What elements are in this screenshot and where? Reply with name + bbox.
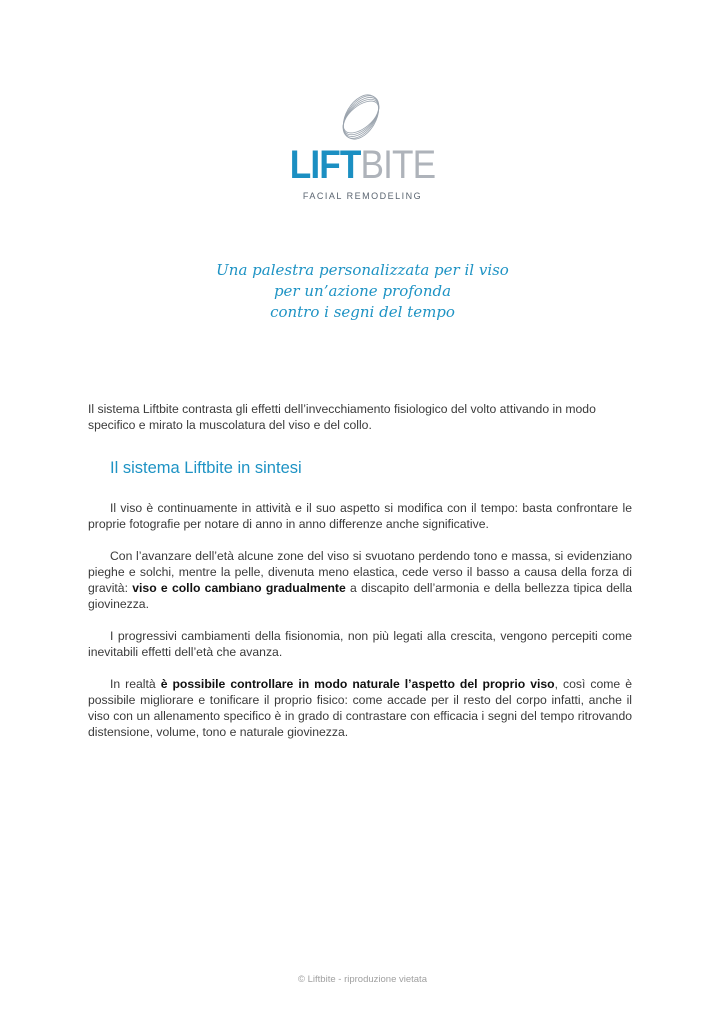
section-heading: Il sistema Liftbite in sintesi bbox=[110, 459, 302, 477]
body-text bbox=[88, 500, 632, 756]
paragraph bbox=[88, 628, 632, 660]
brand-subtitle: FACIAL REMODELING bbox=[302, 191, 423, 201]
paragraph bbox=[88, 548, 632, 612]
paragraph bbox=[88, 500, 632, 532]
intro-text: Il sistema Liftbite contrasta gli effetti dell’invecchiamento fisiologico del volto attivando in modo specifico e mirato la muscolatura del viso e del collo. bbox=[88, 402, 596, 432]
tagline-line: Una palestra personalizzata per il viso bbox=[216, 261, 509, 279]
footer-copyright: © Liftbite - riproduzione vietata bbox=[298, 974, 427, 985]
paragraph-text: , così come è possibile migliorare e tonificare il proprio fisico: come accade per il resto del corpo infatti, anche il viso con un allenamento specifico è in grado di contrastare con efficacia i segni del tempo ritrovando distensione, volume, tono e naturale giovinezza. bbox=[88, 677, 632, 739]
paragraph-text: a discapito dell’armonia e della bellezza tipica della giovinezza. bbox=[88, 581, 632, 611]
tagline-line: contro i segni del tempo bbox=[270, 303, 455, 321]
paragraph-text: Con l’avanzare dell’età alcune zone del viso si svuotano perdendo tono e massa, si evidenziano pieghe e solchi, mentre la pelle, divenuta meno elastica, cede verso il basso a causa della forza di gravità: bbox=[88, 549, 632, 595]
interlocking-ellipses-icon bbox=[334, 90, 388, 144]
paragraph-text: Il viso è continuamente in attività e il suo aspetto si modifica con il tempo: basta confrontare le proprie fotografie per notare di anno in anno differenze anche significative. bbox=[88, 501, 632, 531]
brand-logo bbox=[281, 144, 444, 186]
brand-name-lift: LIFT bbox=[289, 143, 361, 187]
tagline bbox=[160, 260, 565, 323]
paragraph-bold: viso e collo cambiano gradualmente bbox=[132, 581, 346, 595]
paragraph-text: In realtà bbox=[110, 677, 161, 691]
tagline-line: per un’azione profonda bbox=[273, 282, 452, 300]
paragraph-bold: è possibile controllare in modo naturale l’aspetto del proprio viso bbox=[160, 677, 555, 691]
brand-name-bite: BITE bbox=[360, 143, 436, 187]
paragraph bbox=[88, 676, 632, 740]
paragraph-text: I progressivi cambiamenti della fisionomia, non più legati alla crescita, vengono percepiti come inevitabili effetti dell’età che avanza. bbox=[88, 629, 632, 659]
